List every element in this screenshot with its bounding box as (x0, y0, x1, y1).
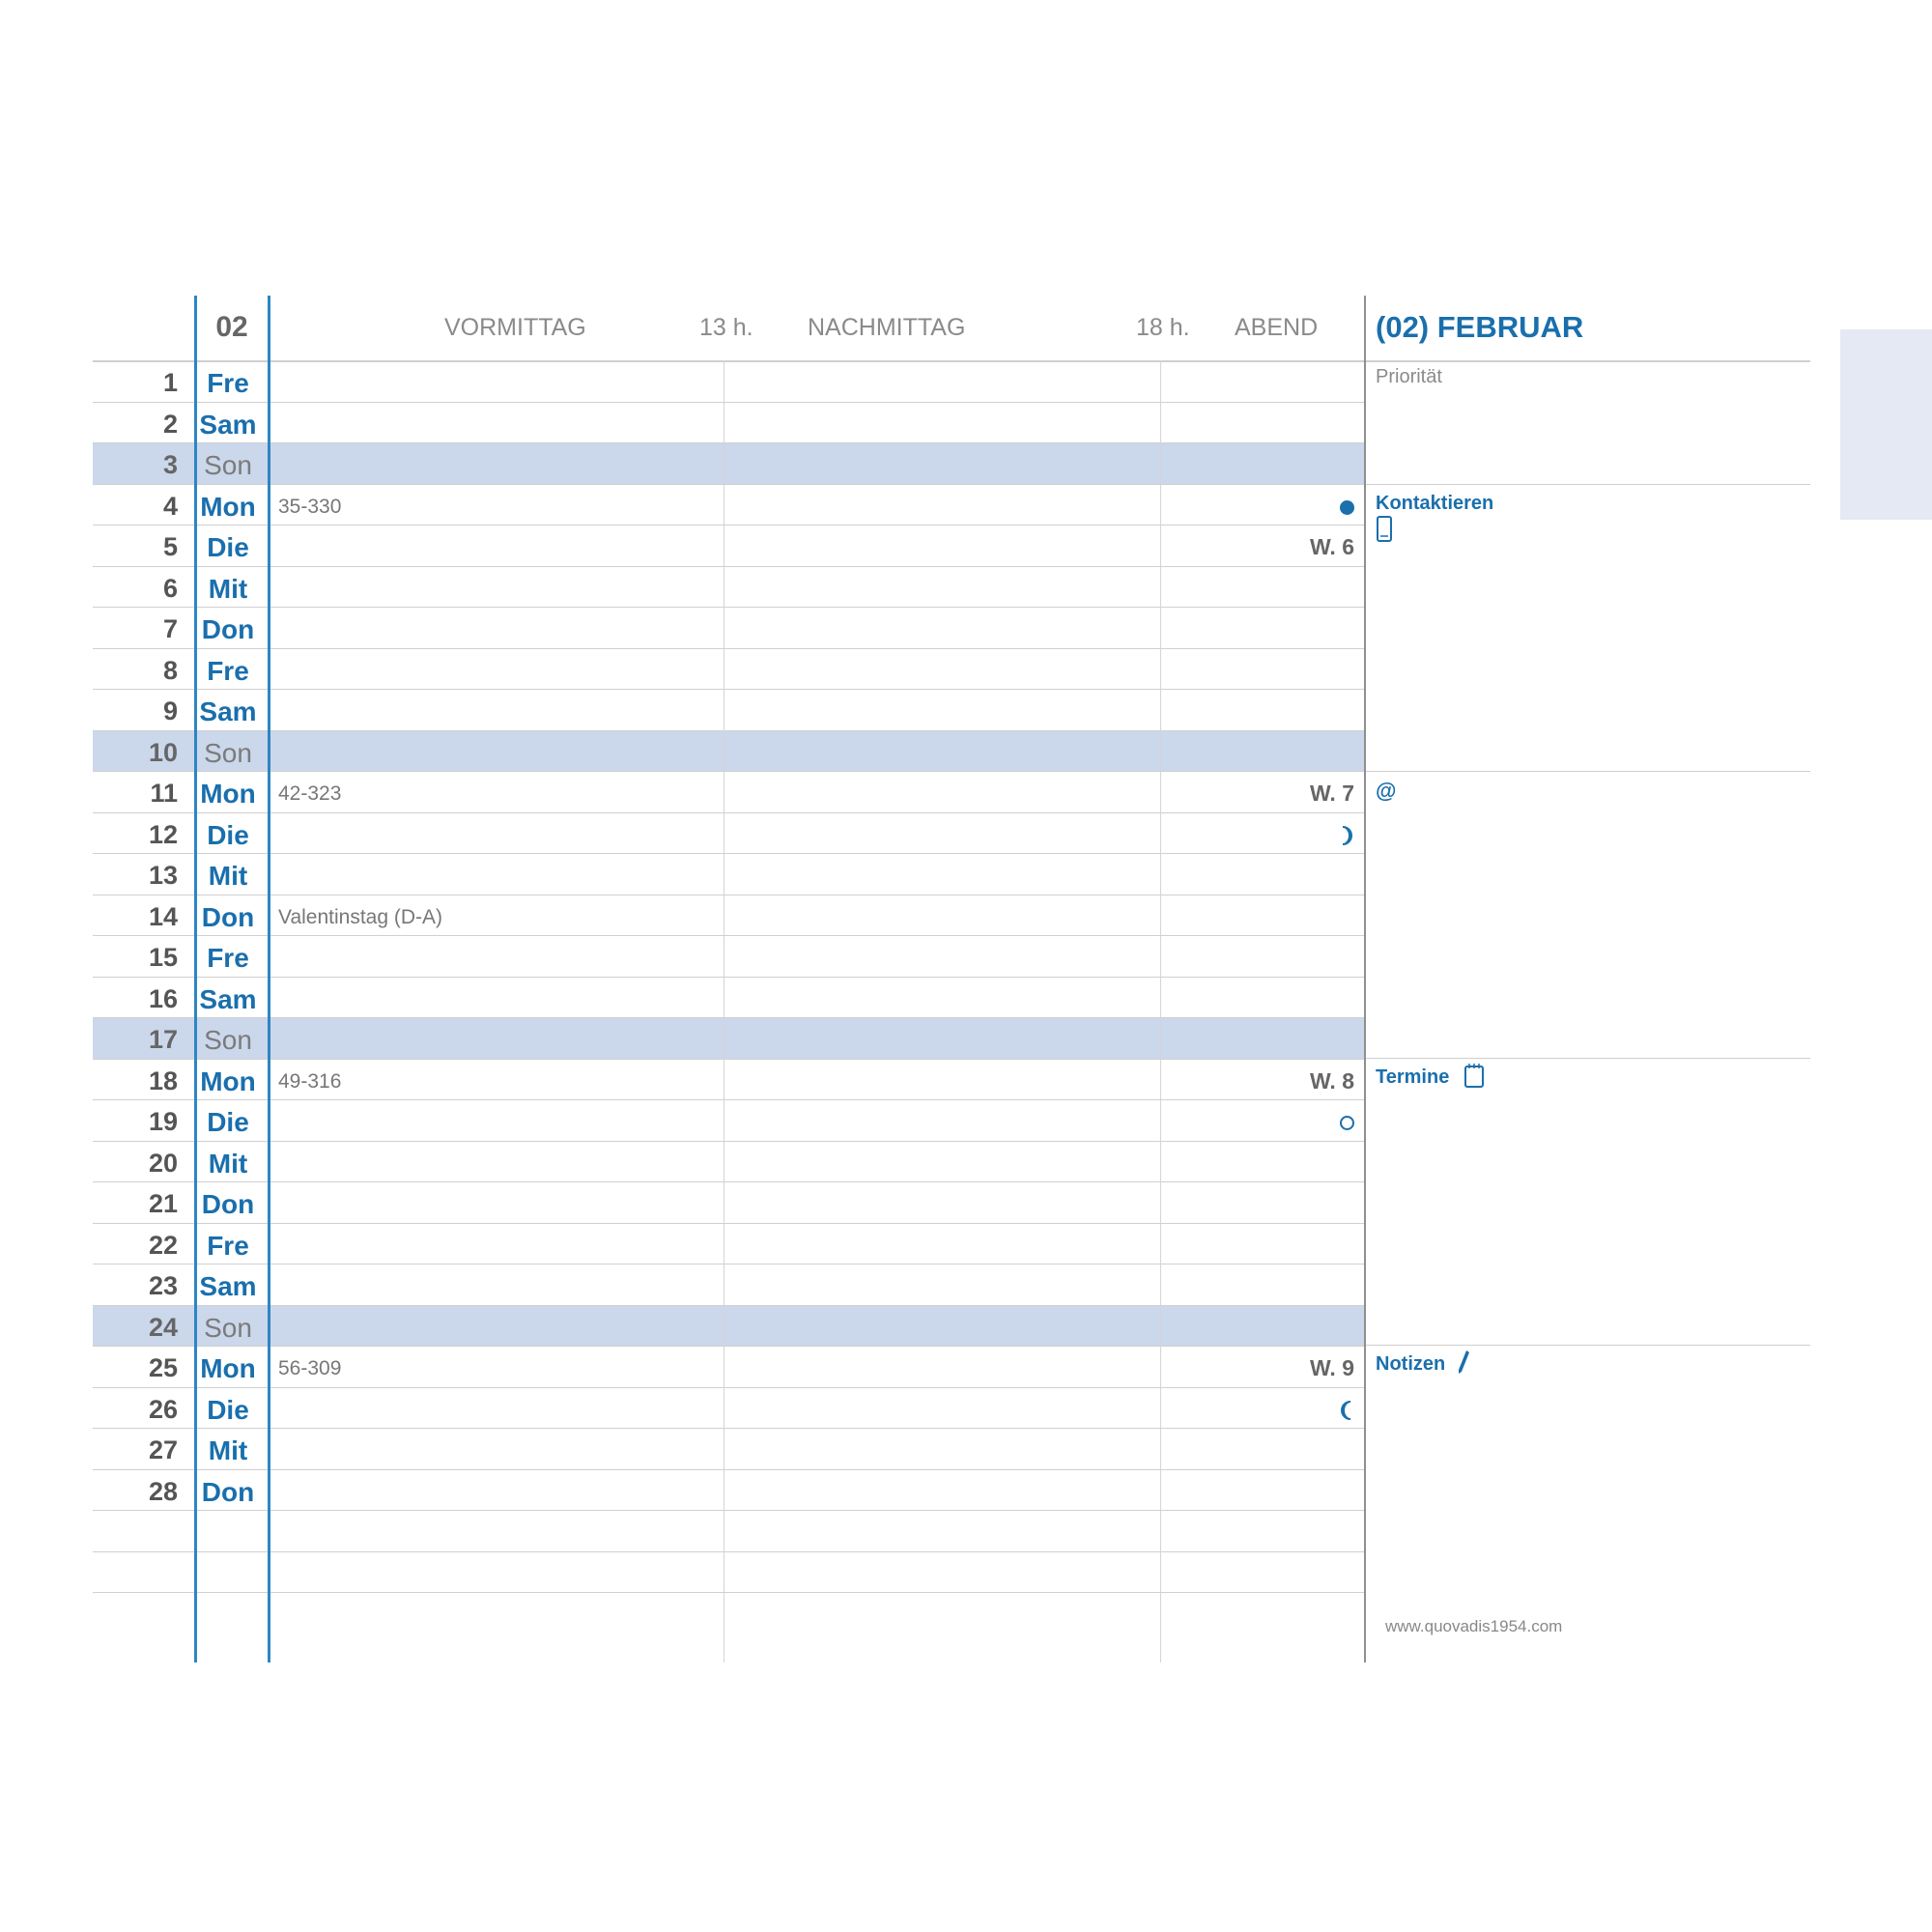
weekday-name: Sam (199, 696, 257, 726)
first-quarter-moon-icon (1339, 813, 1354, 855)
weekday-name: Sam (199, 1271, 257, 1301)
full-moon-icon (1340, 485, 1354, 526)
weekday-name: Sam (199, 983, 257, 1014)
sidebar-rule (1364, 296, 1366, 1662)
header-morning: VORMITTAG (444, 314, 586, 341)
notes-label: Notizen (1376, 1353, 1446, 1375)
day-number: 5 (162, 532, 178, 561)
weekday-column-rule (268, 296, 270, 1662)
day-number: 18 (148, 1065, 178, 1095)
weekday-name: Don (201, 614, 255, 644)
weekday-name: Mon (200, 1065, 256, 1096)
day-number (93, 1511, 178, 1552)
day-number: 9 (162, 696, 178, 725)
day-number: 22 (148, 1230, 178, 1260)
day-row (93, 1142, 1364, 1183)
header-time-18: 18 h. (1136, 314, 1190, 341)
weekday-name: Mon (200, 779, 256, 809)
header-time-13: 13 h. (699, 314, 753, 341)
day-number: 20 (148, 1148, 178, 1178)
sidebar-divider (1366, 1345, 1810, 1346)
weekday-name: Son (204, 450, 252, 480)
weekday-name: Mon (200, 491, 256, 522)
day-number: 26 (148, 1394, 178, 1424)
day-row (93, 485, 1364, 526)
day-number: 27 (148, 1435, 178, 1464)
day-number (93, 1552, 178, 1594)
weekday-name: Sam (199, 409, 257, 440)
last-quarter-moon-icon (1339, 1388, 1354, 1430)
day-note: 42-323 (278, 782, 342, 805)
notepad-icon (1463, 1063, 1485, 1089)
weekday-name: Fre (207, 368, 249, 398)
weekday-name (197, 1552, 259, 1594)
header-evening: ABEND (1235, 314, 1319, 341)
day-row (93, 772, 1364, 813)
day-number: 8 (162, 655, 178, 685)
day-row (93, 1100, 1364, 1142)
weekday-name: Mit (208, 861, 248, 891)
day-number: 14 (148, 901, 178, 931)
day-number: 1 (162, 368, 178, 397)
day-number: 3 (162, 450, 178, 479)
day-row (93, 1182, 1364, 1224)
date-column-rule (194, 296, 197, 1662)
day-row (93, 1060, 1364, 1101)
contact-label: Kontaktieren (1376, 493, 1494, 514)
day-row (93, 1511, 1364, 1552)
day-row (93, 403, 1364, 444)
day-number: 11 (150, 779, 178, 808)
weekday-name: Son (204, 1025, 252, 1055)
day-note: Valentinstag (D-A) (278, 905, 443, 928)
day-number: 2 (162, 409, 178, 439)
day-number: 10 (148, 737, 178, 767)
day-number: 23 (148, 1271, 178, 1300)
phone-icon (1376, 516, 1393, 543)
day-number: 4 (162, 491, 178, 521)
day-number: 12 (148, 819, 178, 849)
weekday-name: Mit (208, 1435, 248, 1465)
weekday-name: Son (204, 1312, 252, 1343)
month-title: (02) FEBRUAR (1376, 310, 1584, 344)
day-number: 19 (148, 1107, 178, 1136)
week-number: W. 8 (1309, 1067, 1354, 1094)
weekday-name: Don (201, 901, 255, 932)
weekday-name: Don (201, 1476, 255, 1507)
day-note: 49-316 (278, 1069, 342, 1093)
weekday-name (197, 1511, 259, 1552)
weekday-name: Don (201, 1189, 255, 1219)
page-tab-marker (1840, 329, 1932, 520)
day-row (93, 1470, 1364, 1512)
day-rows (93, 361, 1364, 1593)
sidebar-divider (1366, 1058, 1810, 1059)
day-number: 15 (148, 943, 178, 972)
day-row (93, 1388, 1364, 1430)
week-number: W. 6 (1309, 534, 1354, 559)
day-row (93, 1347, 1364, 1388)
day-row (93, 731, 1364, 773)
sidebar-divider (1366, 484, 1810, 485)
weekday-name: Mit (208, 1148, 248, 1179)
day-number: 21 (148, 1189, 178, 1218)
day-row (93, 443, 1364, 485)
day-row (93, 1264, 1364, 1306)
weekday-name: Die (207, 819, 249, 850)
day-row (93, 649, 1364, 691)
appointments-label: Termine (1376, 1066, 1450, 1088)
weekday-name: Fre (207, 655, 249, 686)
day-row (93, 1306, 1364, 1348)
day-row (93, 813, 1364, 855)
day-number: 25 (148, 1353, 178, 1382)
day-note: 35-330 (278, 495, 342, 518)
day-row (93, 361, 1364, 403)
day-note: 56-309 (278, 1357, 342, 1379)
email-icon: @ (1376, 779, 1397, 803)
weekday-name: Fre (207, 943, 249, 973)
day-row (93, 1552, 1364, 1594)
day-number: 17 (148, 1025, 178, 1054)
weekday-name: Mon (200, 1353, 256, 1383)
day-number: 13 (148, 861, 178, 890)
day-row (93, 936, 1364, 978)
day-row (93, 567, 1364, 609)
sidebar-divider (1366, 771, 1810, 772)
day-number: 6 (162, 573, 178, 603)
day-row (93, 690, 1364, 731)
day-number: 16 (148, 983, 178, 1013)
day-number: 7 (162, 614, 178, 643)
pencil-icon (1456, 1349, 1471, 1376)
weekday-name: Die (207, 1107, 249, 1137)
priority-label: Priorität (1376, 366, 1442, 387)
day-row (93, 1018, 1364, 1060)
day-row (93, 526, 1364, 567)
weekday-name: Die (207, 532, 249, 562)
day-row (93, 978, 1364, 1019)
weekday-name: Mit (208, 573, 248, 604)
weekday-name: Son (204, 737, 252, 768)
website-url: www.quovadis1954.com (1385, 1617, 1563, 1635)
day-row (93, 1224, 1364, 1265)
weekday-name: Fre (207, 1230, 249, 1261)
day-row (93, 895, 1364, 937)
evening-rule (1160, 360, 1161, 1662)
new-moon-icon (1340, 1100, 1354, 1142)
day-number: 28 (148, 1476, 178, 1506)
month-number: 02 (215, 311, 248, 343)
week-number: W. 7 (1309, 781, 1354, 806)
day-row (93, 854, 1364, 895)
header-afternoon: NACHMITTAG (808, 314, 966, 341)
week-number: W. 9 (1309, 1355, 1354, 1380)
day-number: 24 (148, 1312, 178, 1342)
day-row (93, 1429, 1364, 1470)
day-row (93, 608, 1364, 649)
weekday-name: Die (207, 1394, 249, 1425)
